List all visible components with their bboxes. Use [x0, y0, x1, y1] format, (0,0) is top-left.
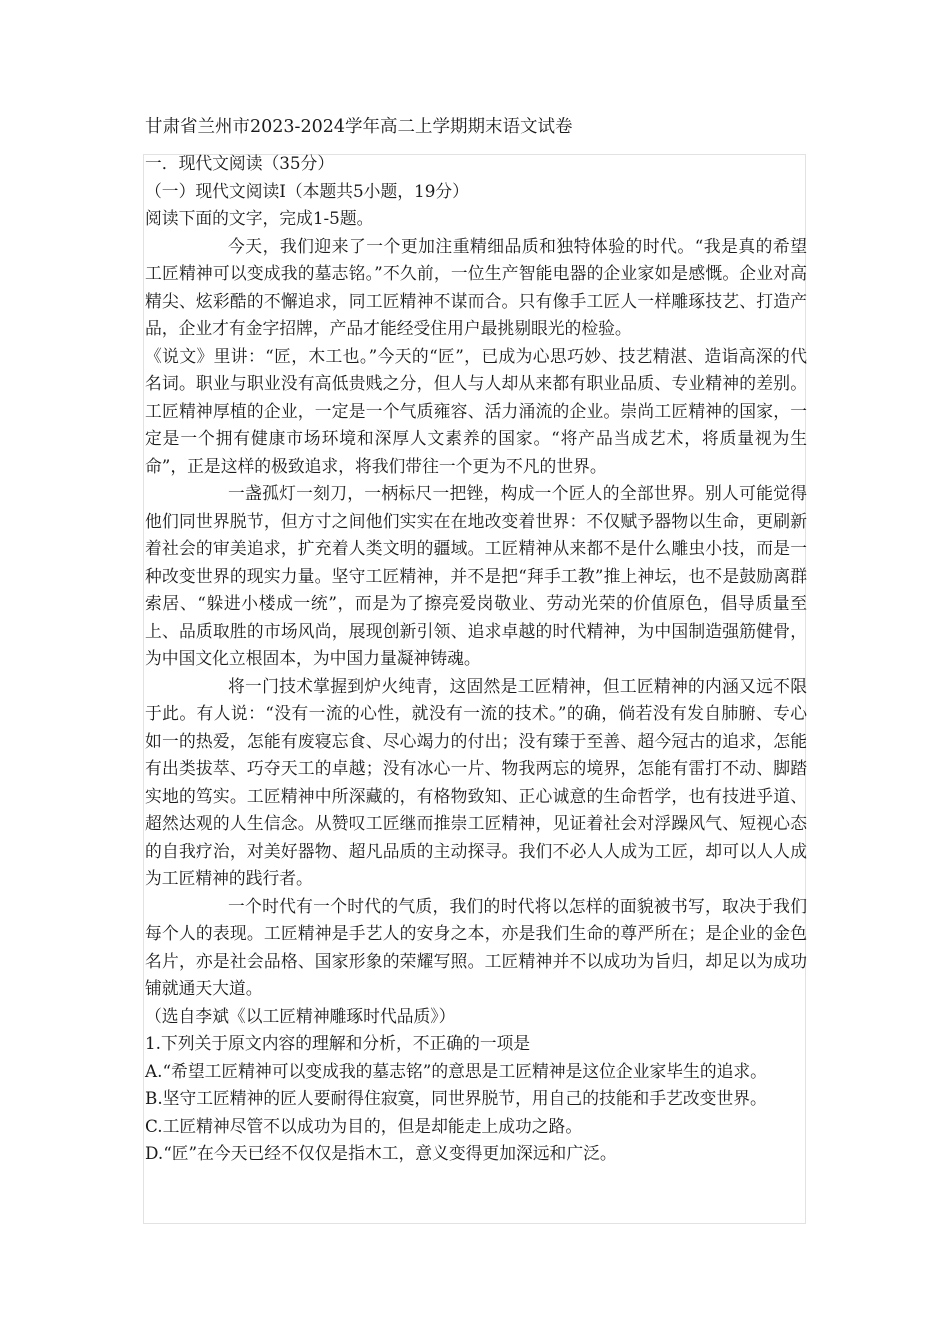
passage-paragraph-5: 一个时代有一个时代的气质，我们的时代将以怎样的面貌被书写，取决于我们每个人的表现。工匠精神是手艺人的安身之本，亦是我们生命的尊严所在；是企业的金色名片，亦是社会品格、国家形象的荣耀写照。工匠精神并不以成功为旨归，却足以为成功铺就通天大道。: [145, 895, 807, 998]
question-option-b: B.坚守工匠精神的匠人要耐得住寂寞，同世界脱节，用自己的技能和手艺改变世界。: [145, 1088, 767, 1108]
passage-source: （选自李斌《以工匠精神雕琢时代品质》）: [145, 1005, 456, 1026]
passage-paragraph-2: 《说文》里讲：“匠，木工也。”今天的“匠”，已成为心思巧妙、技艺精湛、造诣高深的代名词。职业与职业没有高低贵贱之分，但人与人却从来都有职业品质、专业精神的差别。工匠精神厚植的企业，一定是一个气质雍容、活力涌流的企业。崇尚工匠精神的国家，一定是一个拥有健康市场环境和深厚人文素养的国家。“将产品当成艺术，将质量视为生命”，正是这样的极致追求，将我们带往一个更为不凡的世界。: [145, 345, 807, 476]
question-option-d: D.“匠”在今天已经不仅仅是指木工，意义变得更加深远和广泛。: [145, 1143, 617, 1163]
question-option-a: A.“希望工匠精神可以变成我的墓志铭”的意思是工匠精神是这位企业家毕生的追求。: [145, 1060, 767, 1081]
exam-content: [145, 150, 807, 1168]
section-heading: 一．现代文阅读（35分）: [145, 153, 335, 173]
question-stem: 1.下列关于原文内容的理解和分析，不正确的一项是: [145, 1033, 531, 1053]
question-option-c: C.工匠精神尽管不以成功为目的，但是却能走上成功之路。: [145, 1115, 583, 1136]
passage-paragraph-4: 将一门技术掌握到炉火纯青，这固然是工匠精神，但工匠精神的内涵又远不限于此。有人说：“没有一流的心性，就没有一流的技术。”的确，倘若没有发自肺腑、专心如一的热爱，怎能有废寝忘食、尽心竭力的付出；没有臻于至善、超今冠古的追求，怎能有出类拔萃、巧夺天工的卓越；没有冰心一片、物我两忘的境界，怎能有雷打不动、脚踏实地的笃实。工匠精神中所深藏的，有格物致知、正心诚意的生命哲学，也有技进乎道、超然达观的人生信念。从赞叹工匠继而推崇工匠精神，见证着社会对浮躁风气、短视心态的自我疗治，对美好器物、超凡品质的主动探寻。我们不必人人成为工匠，却可以人人成为工匠精神的践行者。: [145, 675, 807, 888]
subsection-heading: （一）现代文阅读Ⅰ（本题共5小题，19分）: [145, 180, 469, 201]
document-title: 甘肃省兰州市2023-2024学年高二上学期期末语文试卷: [145, 117, 573, 137]
reading-instruction: 阅读下面的文字，完成1-5题。: [145, 208, 374, 228]
passage-paragraph-1: 今天，我们迎来了一个更加注重精细品质和独特体验的时代。“我是真的希望工匠精神可以变成我的墓志铭。”不久前，一位生产智能电器的企业家如是感慨。企业对高精尖、炫彩酷的不懈追求，同工匠精神不谋而合。只有像手工匠人一样雕琢技艺、打造产品，企业才有金字招牌，产品才能经受住用户最挑剔眼光的检验。: [145, 235, 807, 338]
passage-paragraph-3: 一盏孤灯一刻刀，一柄标尺一把锉，构成一个匠人的全部世界。别人可能觉得他们同世界脱节，但方寸之间他们实实在在地改变着世界：不仅赋予器物以生命，更刷新着社会的审美追求，扩充着人类文明的疆域。工匠精神从来都不是什么雕虫小技，而是一种改变世界的现实力量。坚守工匠精神，并不是把“拜手工教”推上神坛，也不是鼓励离群索居、“躲进小楼成一统”，而是为了擦亮爱岗敬业、劳动光荣的价值原色，倡导质量至上、品质取胜的市场风尚，展现创新引领、追求卓越的时代精神，为中国制造强筋健骨，为中国文化立根固本，为中国力量凝神铸魂。: [145, 483, 807, 668]
